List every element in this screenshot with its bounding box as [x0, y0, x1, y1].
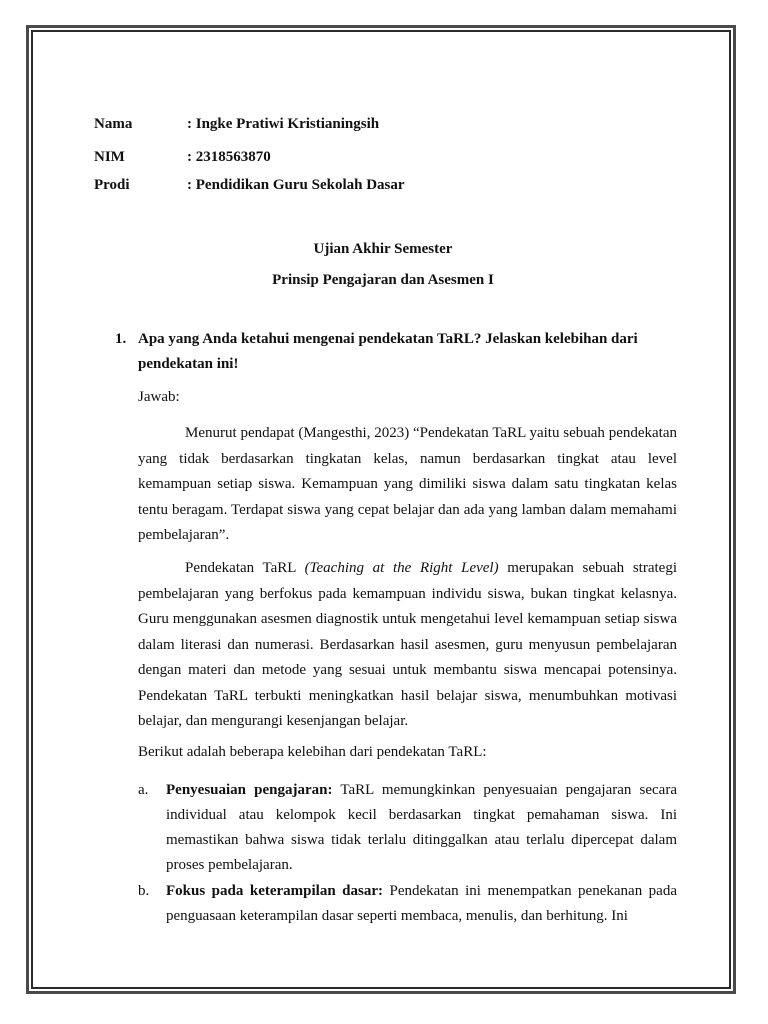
prodi-value: : Pendidikan Guru Sekolah Dasar — [187, 177, 405, 193]
list-item — [138, 879, 677, 929]
answer-label: Jawab: — [138, 389, 180, 405]
name-value: : Ingke Pratiwi Kristianingsih — [187, 116, 380, 132]
prodi-label: Prodi — [94, 177, 130, 193]
exam-title: Ujian Akhir Semester — [313, 241, 453, 257]
identity-prodi-row — [94, 177, 405, 194]
question-text: Apa yang Anda ketahui mengenai pendekatan TaRL? Jelaskan kelebihan dari pendekatan ini! — [138, 331, 638, 372]
list-item — [138, 778, 677, 878]
page-frame — [31, 30, 731, 989]
para2-start: Pendekatan TaRL — [185, 560, 305, 576]
list-marker: b. — [138, 883, 150, 899]
question-1 — [115, 327, 657, 377]
list-item-heading: Penyesuaian pengajaran: — [166, 782, 333, 798]
nim-value: : 2318563870 — [187, 149, 271, 165]
identity-name-row — [94, 116, 379, 133]
question-number: 1. — [115, 331, 127, 347]
list-item-text: TaRL memungkinkan penyesuaian pengajaran secara individual atau kelompok kecil berdasarkan tingkat pemahaman siswa. Ini memastikan bahwa siswa tidak terlalu ditinggalkan atau terlalu dipercepat dalam proses pembelajaran. — [166, 782, 677, 873]
list-marker: a. — [138, 782, 149, 798]
nim-label: NIM — [94, 149, 125, 165]
answer-paragraph-1: Menurut pendapat (Mangesthi, 2023) “Pendekatan TaRL yaitu sebuah pendekatan yang tidak berdasarkan tingkatan kelas, namun berdasarkan tingkat atau level kemampuan setiap siswa. Kemampuan yang dimiliki siswa dalam satu tingkatan kelas tentu beragam. Terdapat siswa yang cepat belajar dan ada yang lamban dalam memahami pembelajaran”. — [138, 425, 677, 543]
list-item-text: Pendekatan ini menempatkan penekanan pada penguasaan keterampilan dasar seperti membaca, menulis, dan berhitung. Ini — [166, 883, 677, 924]
course-title: Prinsip Pengajaran dan Asesmen I — [272, 272, 494, 288]
list-item-heading: Fokus pada keterampilan dasar: — [166, 883, 383, 899]
para2-italic-term: (Teaching at the Right Level) — [304, 560, 499, 576]
para2-rest: merupakan sebuah strategi pembelajaran yang berfokus pada kemampuan individu siswa, bukan tingkat kelasnya. Guru menggunakan asesmen diagnostik untuk mengetahui level kemampuan setiap siswa dalam literasi dan numerasi. Berdasarkan hasil asesmen, guru menyusun pembelajaran dengan materi dan metode yang sesuai untuk membantu siswa mencapai potensinya. Pendekatan TaRL terbukti meningkatkan hasil belajar siswa, menumbuhkan motivasi belajar, dan mengurangi kesenjangan belajar. — [138, 560, 677, 729]
answer-paragraph-2 — [138, 556, 677, 735]
advantages-intro: Berikut adalah beberapa kelebihan dari pendekatan TaRL: — [138, 744, 487, 760]
identity-nim-row — [94, 149, 271, 166]
name-label: Nama — [94, 116, 133, 132]
